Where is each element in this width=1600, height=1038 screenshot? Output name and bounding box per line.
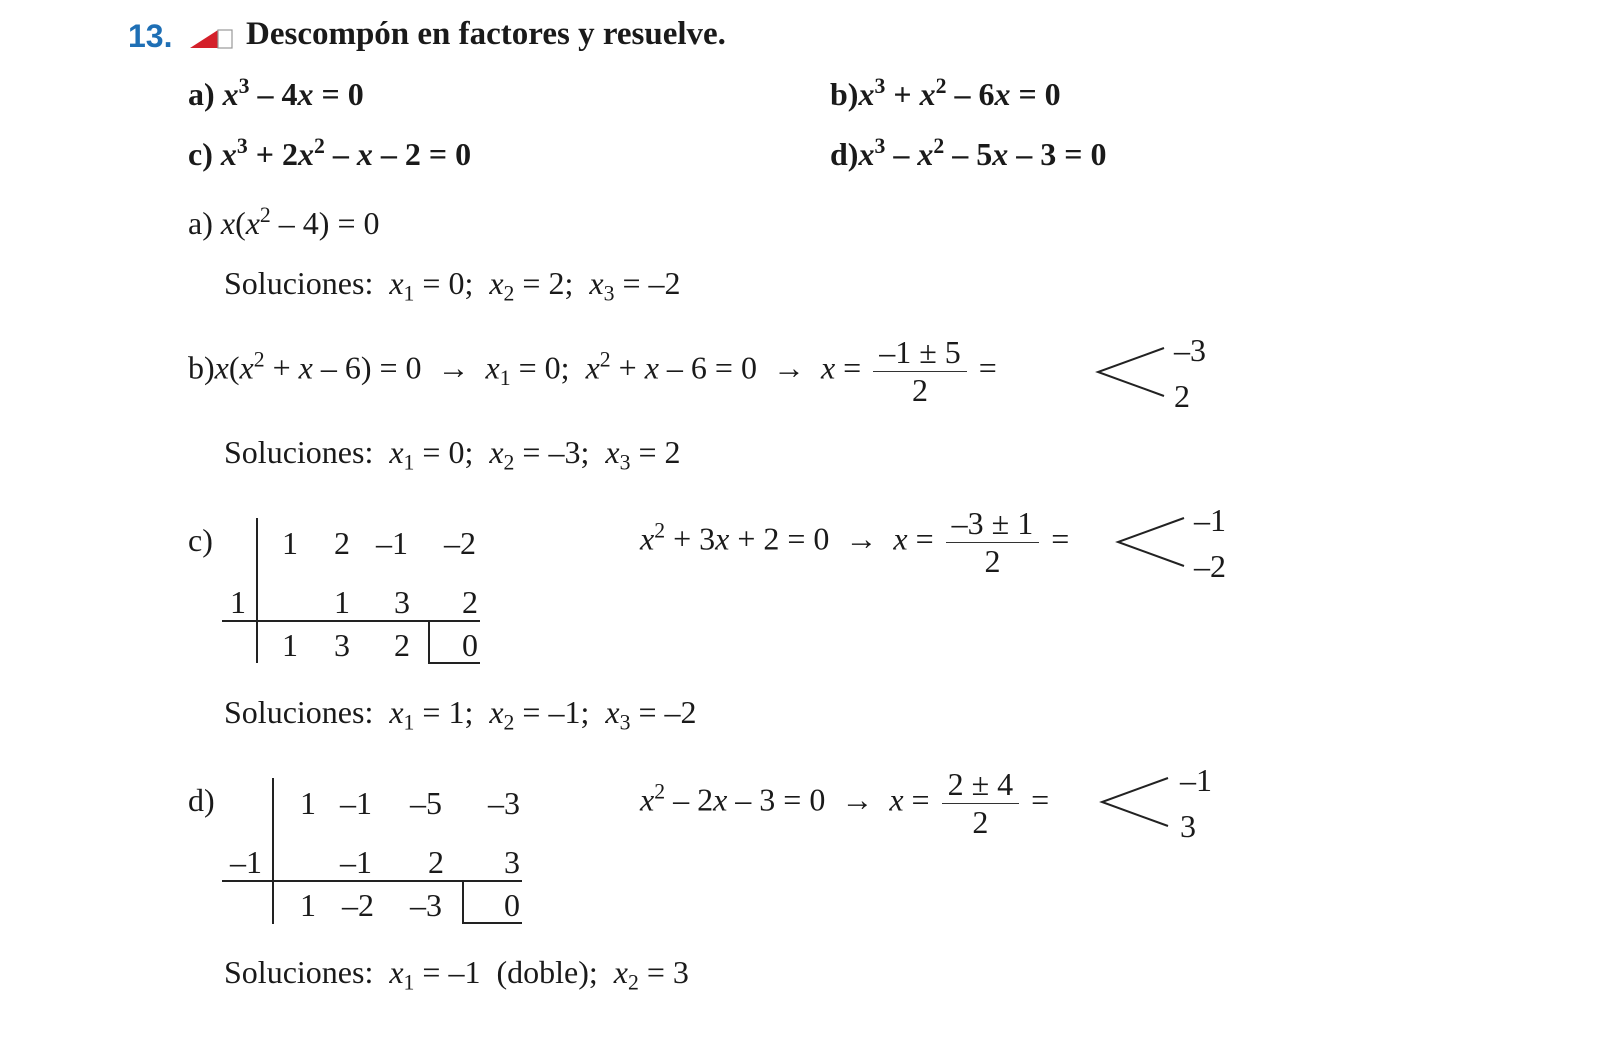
ruffini-d-result: 1 (300, 887, 316, 923)
solution-c-quadratic: $x^2 + 3x + 2 = 0 \to x$ = $\frac{-3 \pm 1}{2}$ = (640, 505, 1070, 579)
ruffini-c-mid: 2 (462, 584, 478, 620)
ruffini-d-coef: –5 (410, 785, 442, 821)
solution-c-label: c) (188, 522, 213, 558)
solution-c-root-2: –2 (1194, 548, 1226, 584)
solution-c-fraction: $\frac{-3 \pm 1}{2}$ (946, 505, 1040, 580)
solution-c-roots: Soluciones: $x_1 = 1$; $x_2 = -1$; $x_3 = -2$ (224, 694, 697, 735)
solution-b-factorization: $b)x(x^2 + x - 6) = 0 \to x_1 = 0$; $x^2 + x - 6 = 0 \to x$ = $\frac{-1 \pm 5}{2}$ = (188, 334, 997, 408)
solution-b-roots: Soluciones: $x_1 = 0$; $x_2 = -3$; $x_3 = 2$ (224, 434, 681, 475)
ruffini-d-coef: –1 (340, 785, 372, 821)
ruffini-d-root: –1 (230, 844, 262, 880)
solution-c-root-1: –1 (1194, 502, 1226, 538)
ruffini-c-result: 1 (282, 627, 298, 663)
solution-b-root-1: –3 (1174, 332, 1206, 368)
ruffini-c-result: 3 (334, 627, 350, 663)
branch-icon (1094, 346, 1166, 398)
solution-d-root-2: 3 (1180, 808, 1196, 844)
solution-d-roots: Soluciones: $x_1 = -1$ (doble); $x_2 = 3$ (224, 954, 689, 995)
difficulty-icon (188, 26, 234, 50)
ruffini-c-coef: 1 (282, 525, 298, 561)
solution-b-fraction: $\frac{-1 \pm 5}{2}$ (873, 334, 967, 409)
solution-b-root-2: 2 (1174, 378, 1190, 414)
ruffini-d-coef: 1 (300, 785, 316, 821)
ruffini-c-mid: 3 (394, 584, 410, 620)
solution-d-fraction: $\frac{2 \pm 4}{2}$ (942, 766, 1020, 841)
ruffini-d-remainder: 0 (504, 887, 520, 923)
ruffini-d-result: –2 (342, 887, 374, 923)
ruffini-c-coef: 2 (334, 525, 350, 561)
problem-a: a) $x^3 - 4x = 0$ (188, 74, 364, 112)
ruffini-c-result: 2 (394, 627, 410, 663)
ruffini-c-remainder: 0 (462, 627, 478, 663)
problem-c: c) $x^3 + 2x^2 - x - 2 = 0$ (188, 134, 472, 172)
problem-d: $d)x^3 - x^2 - 5x - 3 = 0$ (830, 134, 1107, 172)
exercise-number: 13. (128, 18, 173, 54)
ruffini-d-result: –3 (410, 887, 442, 923)
branch-icon (1114, 516, 1186, 568)
ruffini-d-coef: –3 (488, 785, 520, 821)
problem-b: $b)x^3 + x^2 - 6x = 0$ (830, 74, 1061, 112)
ruffini-c-coef: –1 (376, 525, 408, 561)
solution-d-quadratic: $x^2 - 2x - 3 = 0 \to x$ = $\frac{2 \pm 4}{2}$ = (640, 766, 1050, 840)
ruffini-c-coef: –2 (444, 525, 476, 561)
solution-d-label: d) (188, 782, 215, 818)
ruffini-d-mid: 3 (504, 844, 520, 880)
ruffini-c-mid: 1 (334, 584, 350, 620)
solution-a-factorization: a) $x(x^2 - 4) = 0$ (188, 203, 380, 241)
ruffini-d-mid: –1 (340, 844, 372, 880)
ruffini-d-mid: 2 (428, 844, 444, 880)
ruffini-c-root: 1 (230, 584, 246, 620)
exercise-title: Descompón en factores y resuelve. (246, 16, 726, 52)
branch-icon (1098, 776, 1170, 828)
solution-a-roots: Soluciones: $x_1 = 0$; $x_2 = 2$; $x_3 = -2$ (224, 265, 681, 306)
solution-d-root-1: –1 (1180, 762, 1212, 798)
